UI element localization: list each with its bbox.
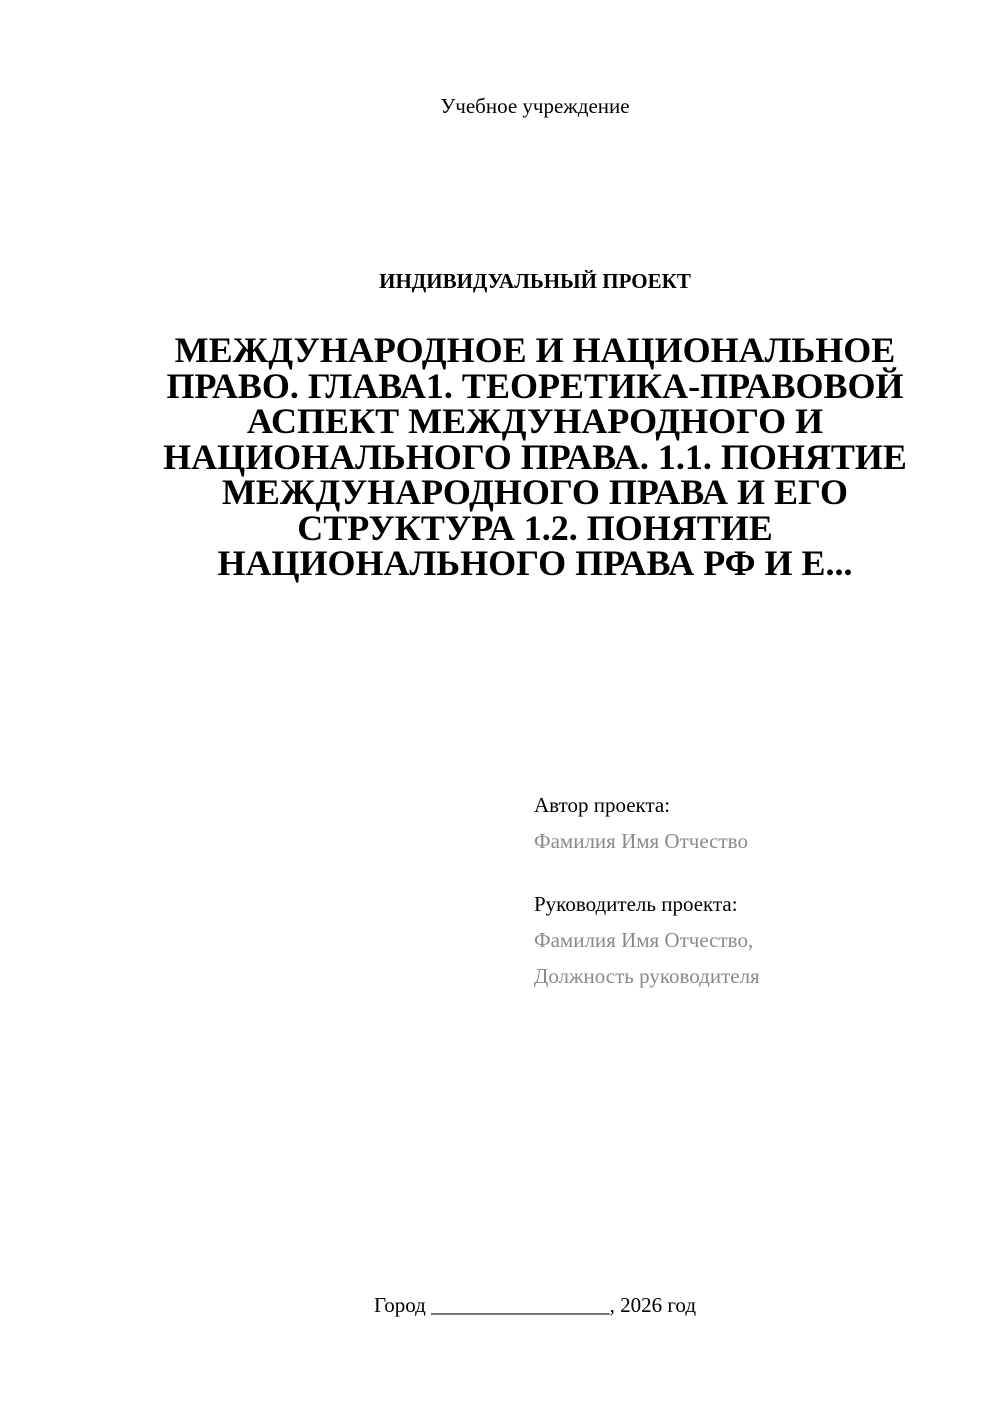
project-title: МЕЖДУНАРОДНОЕ И НАЦИОНАЛЬНОЕ ПРАВО. ГЛАВА1. ТЕОРЕТИКА-ПРАВОВОЙ АСПЕКТ МЕЖДУНАРОДНОГО И НАЦИОНАЛЬНОГО ПРАВА. 1.1. ПОНЯТИЕ МЕЖДУНАРОДНОГО ПРАВА И ЕГО СТРУКТУРА 1.2. ПОНЯТИЕ НАЦИОНАЛЬНОГО ПРАВА РФ И Е... bbox=[163, 330, 907, 583]
author-label: Автор проекта: bbox=[534, 793, 671, 817]
block-spacer bbox=[534, 859, 974, 886]
supervisor-name-placeholder: Фамилия Имя Отчество, bbox=[534, 928, 754, 952]
author-name-placeholder: Фамилия Имя Отчество bbox=[534, 829, 748, 853]
supervisor-position-placeholder: Должность руководителя bbox=[534, 964, 760, 988]
city-year-line: Город _________________, 2026 год bbox=[373, 1293, 697, 1317]
project-type: ИНДИВИДУАЛЬНЫЙ ПРОЕКТ bbox=[379, 269, 691, 293]
author-block bbox=[534, 787, 974, 994]
supervisor-label: Руководитель проекта: bbox=[534, 892, 738, 916]
institution-name: Учебное учреждение bbox=[440, 94, 630, 118]
